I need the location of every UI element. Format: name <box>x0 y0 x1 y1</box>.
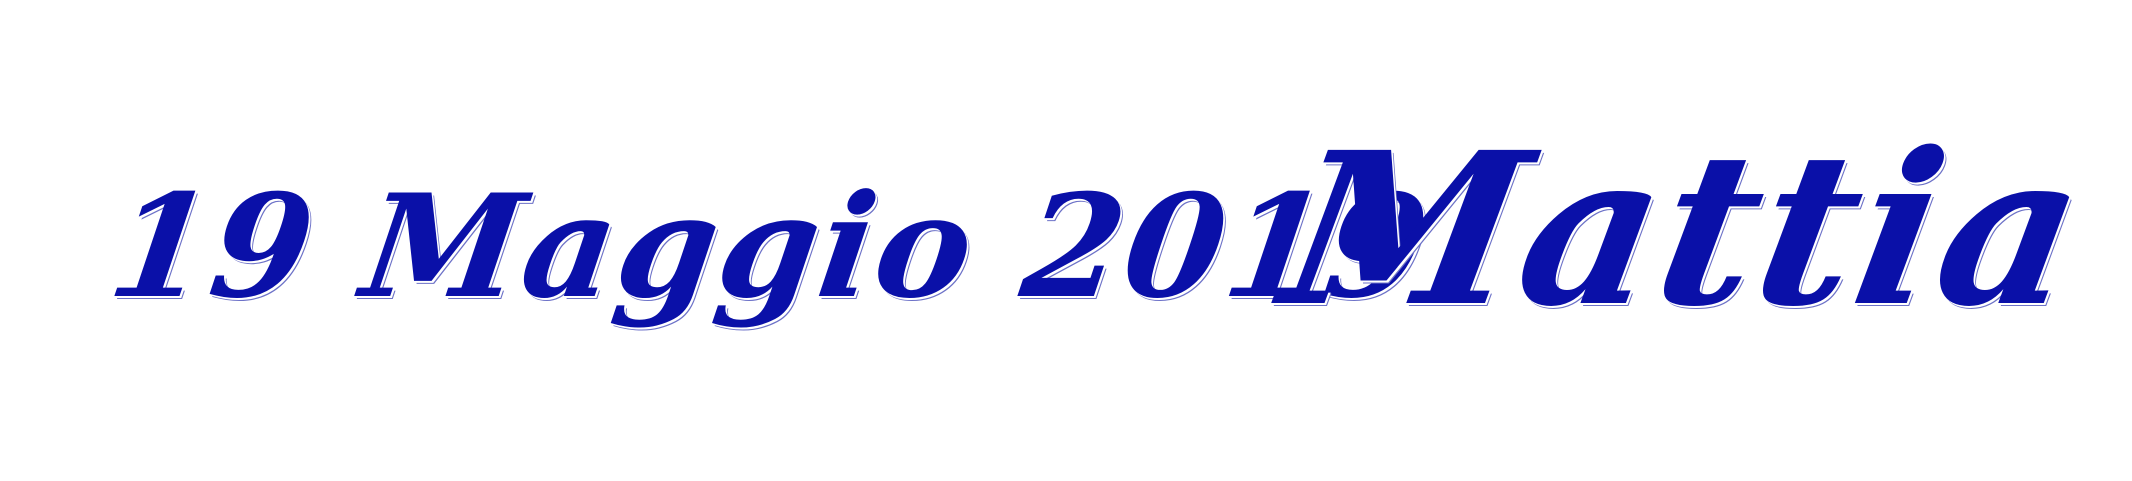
celebrant-name-text: Mattia <box>1268 106 2103 353</box>
event-date-text: 19 Maggio 2019 <box>100 164 1440 330</box>
